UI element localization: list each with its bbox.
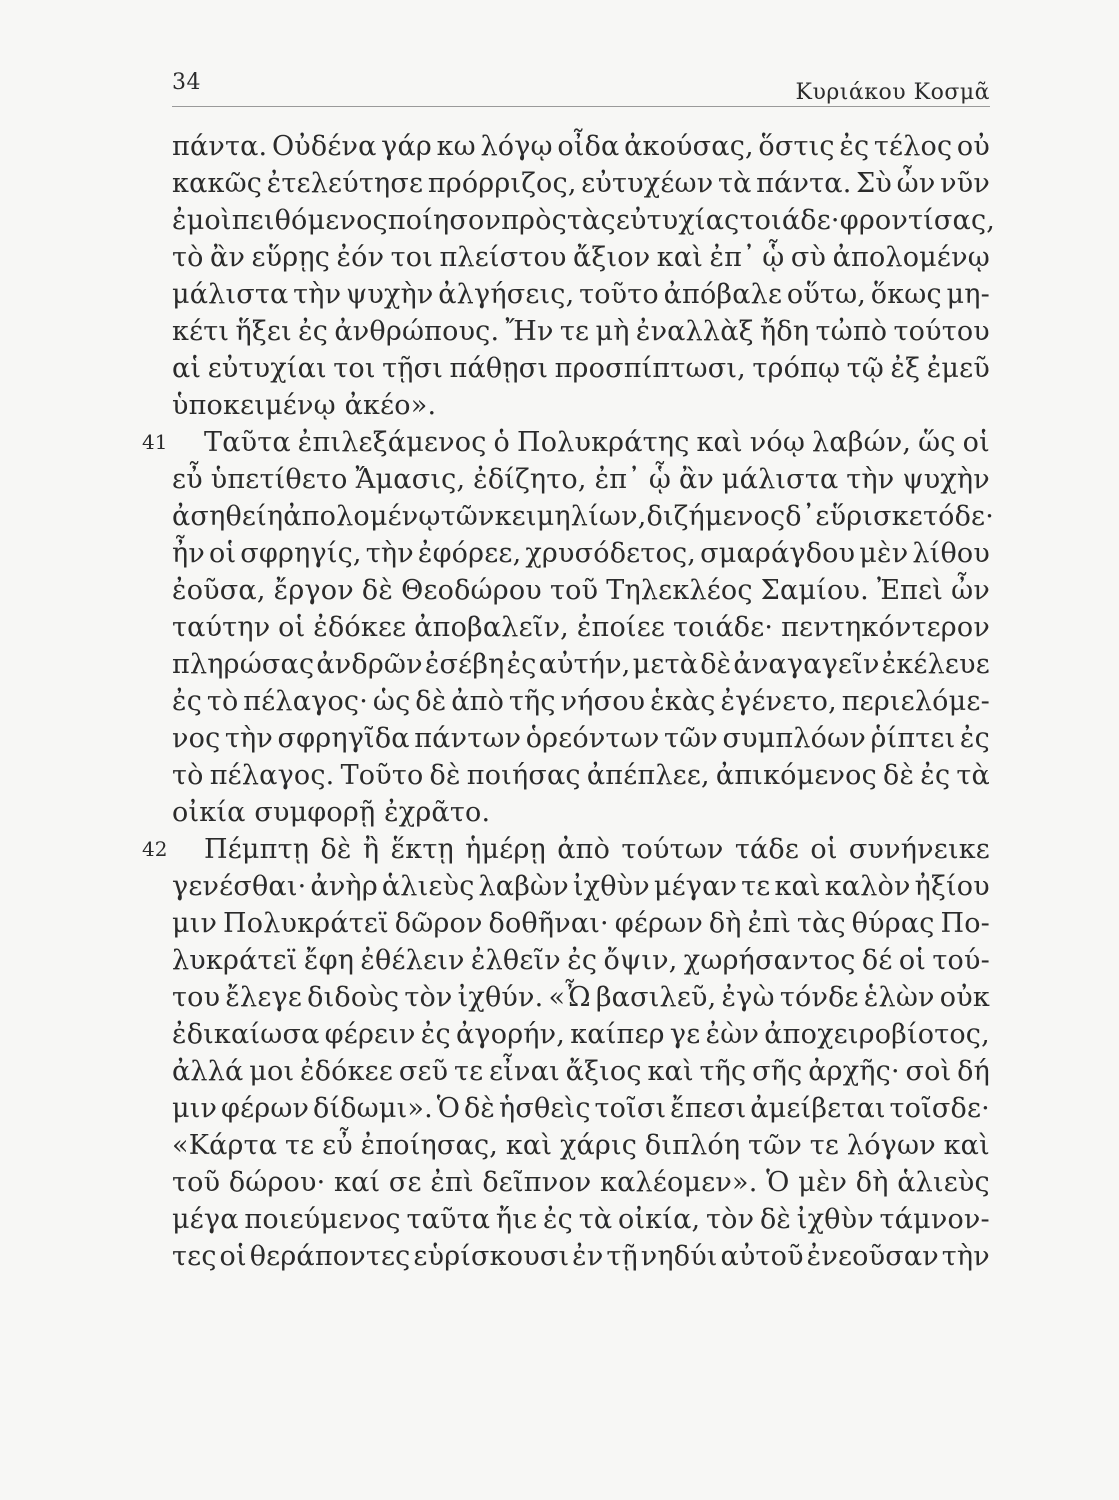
text-line: οἰκία συμφορῇ ἐχρᾶτο. xyxy=(172,797,491,828)
text-line: μιν φέρων δίδωμι». Ὁ δὲ ἡσθεὶς τοῖσι ἔπεσι ἀμείβεται τοῖσδε· xyxy=(172,1093,990,1124)
text-line: λυκράτεϊ ἔφη ἐθέλειν ἐλθεῖν ἐς ὄψιν, χωρήσαντος δέ οἱ τού- xyxy=(172,945,990,976)
text-line: Πέμπτῃ δὲ ἢ ἕκτῃ ἡμέρῃ ἀπὸ τούτων τάδε οἱ συνήνεικε xyxy=(204,834,990,865)
text-line: ἐδικαίωσα φέρειν ἐς ἀγορήν, καίπερ γε ἐὼν ἀποχειροβίοτος, xyxy=(172,1019,990,1050)
paragraph xyxy=(142,424,995,831)
text-line: «Κάρτα τε εὖ ἐποίησας, καὶ χάρις διπλόη τῶν τε λόγων καὶ xyxy=(172,1130,990,1161)
text-line: ἦν οἱ σφρηγίς, τὴν ἐφόρεε, χρυσόδετος, σμαράγδου μὲν λίθου xyxy=(172,538,990,569)
text-line: πάντα. Οὐδένα γάρ κω λόγῳ οἶδα ἀκούσας, ὅστις ἐς τέλος οὐ xyxy=(172,131,990,162)
section-number: 41 xyxy=(142,430,168,454)
text-line: τοῦ δώρου· καί σε ἐπὶ δεῖπνον καλέομεν». Ὁ μὲν δὴ ἁλιεὺς xyxy=(172,1167,990,1198)
paragraph xyxy=(142,831,990,1275)
text-line: πληρώσας ἀνδρῶν ἐσέβη ἐς αὐτήν, μετὰ δὲ ἀναγαγεῖν ἐκέλευε xyxy=(172,649,990,680)
text-line: γενέσθαι· ἀνὴρ ἁλιεὺς λαβὼν ἰχθὺν μέγαν τε καὶ καλὸν ἠξίου xyxy=(172,871,990,902)
text-line: τες οἱ θεράποντες εὑρίσκουσι ἐν τῇ νηδύι αὐτοῦ ἐνεοῦσαν τὴν xyxy=(172,1241,990,1272)
text-line: ἐμοὶ πειθόμενος ποίησον πρὸς τὰς εὐτυχίας τοιάδε· φροντίσας, xyxy=(172,205,996,236)
text-line: τὸ ἂν εὕρῃς ἐόν τοι πλείστου ἄξιον καὶ ἐπ᾽ ᾧ σὺ ἀπολομένῳ xyxy=(172,242,990,273)
running-head-author: Κυριάκου Κοσμᾶ xyxy=(795,80,990,105)
text-line: εὖ ὑπετίθετο Ἄμασις, ἐδίζητο, ἐπ᾽ ᾧ ἂν μάλιστα τὴν ψυχὴν xyxy=(172,464,990,495)
text-line: ἀσηθείη ἀπολομένῳ τῶν κειμηλίων, διζήμενος δ᾽ εὕρισκε τόδε· xyxy=(172,501,995,532)
text-line: ταύτην οἱ ἐδόκεε ἀποβαλεῖν, ἐποίεε τοιάδε· πεντηκόντερον xyxy=(172,612,990,643)
text-line: μιν Πολυκράτεϊ δῶρον δοθῆναι· φέρων δὴ ἐπὶ τὰς θύρας Πο- xyxy=(172,908,990,939)
text-line: ὑποκειμένῳ ἀκέο». xyxy=(172,390,437,421)
text-line: του ἔλεγε διδοὺς τὸν ἰχθύν. «Ὦ βασιλεῦ, ἐγὼ τόνδε ἑλὼν οὐκ xyxy=(172,982,990,1013)
body-text xyxy=(142,128,996,1275)
text-line: νος τὴν σφρηγῖδα πάντων ὁρεόντων τῶν συμπλόων ῥίπτει ἐς xyxy=(172,723,990,754)
text-line: μάλιστα τὴν ψυχὴν ἀλγήσεις, τοῦτο ἀπόβαλε οὕτω, ὅκως μη- xyxy=(172,279,990,310)
text-line: ἐς τὸ πέλαγος· ὡς δὲ ἀπὸ τῆς νήσου ἑκὰς ἐγένετο, περιελόμε- xyxy=(172,686,990,717)
page-number: 34 xyxy=(172,70,201,95)
section-number: 42 xyxy=(142,837,168,861)
paragraph xyxy=(172,128,996,424)
text-line: ἐοῦσα, ἔργον δὲ Θεοδώρου τοῦ Τηλεκλέος Σαμίου. Ἐπεὶ ὦν xyxy=(172,575,990,606)
text-line: Ταῦτα ἐπιλεξάμενος ὁ Πολυκράτης καὶ νόῳ λαβών, ὥς οἱ xyxy=(204,427,990,458)
text-line: κακῶς ἐτελεύτησε πρόρριζος, εὐτυχέων τὰ πάντα. Σὺ ὦν νῦν xyxy=(172,168,990,199)
running-head xyxy=(172,62,990,107)
text-line: μέγα ποιεύμενος ταῦτα ἤιε ἐς τὰ οἰκία, τὸν δὲ ἰχθὺν τάμνον- xyxy=(172,1204,990,1235)
text-line: κέτι ἥξει ἐς ἀνθρώπους. Ἤν τε μὴ ἐναλλὰξ ἤδη τὠπὸ τούτου xyxy=(172,316,990,347)
text-line: αἱ εὐτυχίαι τοι τῇσι πάθῃσι προσπίπτωσι, τρόπῳ τῷ ἐξ ἐμεῦ xyxy=(172,353,990,384)
text-line: ἀλλά μοι ἐδόκεε σεῦ τε εἶναι ἄξιος καὶ τῆς σῆς ἀρχῆς· σοὶ δή xyxy=(172,1056,990,1087)
text-line: τὸ πέλαγος. Τοῦτο δὲ ποιήσας ἀπέπλεε, ἀπικόμενος δὲ ἐς τὰ xyxy=(172,760,990,791)
